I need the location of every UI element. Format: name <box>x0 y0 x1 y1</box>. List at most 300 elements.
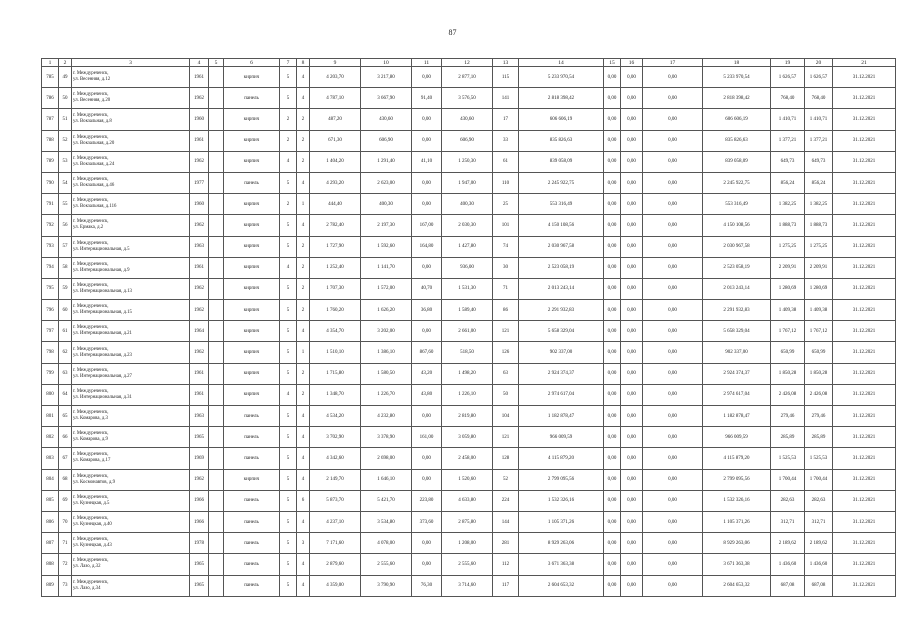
residential-area-cell: 1 947,00 <box>442 172 493 193</box>
column-number-header: 5 <box>209 59 224 67</box>
total-area-cell: 4 293,20 <box>310 172 361 193</box>
column-number-header: 12 <box>442 59 493 67</box>
item-index-cell: 55 <box>59 194 72 215</box>
completion-date-cell: 31.12.2021 <box>833 67 896 88</box>
entrances-cell: 4 <box>297 469 310 490</box>
row-number-cell: 793 <box>42 236 59 257</box>
residential-area-cell: 2 875,80 <box>442 511 493 532</box>
table-row <box>42 384 896 405</box>
entrances-cell: 2 <box>297 363 310 384</box>
total-cost-cell: 2 245 922,75 <box>703 172 771 193</box>
floors-cell: 5 <box>280 236 297 257</box>
value-cell: 0,00 <box>621 151 643 172</box>
completion-date-cell: 31.12.2021 <box>833 321 896 342</box>
table-row <box>42 172 896 193</box>
floors-cell: 2 <box>280 109 297 130</box>
item-index-cell: 72 <box>59 554 72 575</box>
non-residential-area-cell: 91,40 <box>412 88 442 109</box>
total-cost-cell: 1 182 878,47 <box>703 406 771 427</box>
entrances-cell: 2 <box>297 300 310 321</box>
build-year-cell: 1969 <box>190 448 209 469</box>
value-cell: 0,00 <box>643 300 703 321</box>
total-cost-cell: 2 013 243,14 <box>703 278 771 299</box>
value-cell: 0,00 <box>621 88 643 109</box>
item-index-cell: 51 <box>59 109 72 130</box>
total-cost-cell: 2 604 653,32 <box>703 575 771 596</box>
residential-area-cell: 1 250,30 <box>442 151 493 172</box>
empty-cell <box>209 469 224 490</box>
residents-cell: 112 <box>493 554 519 575</box>
total-area-cell: 1 252,40 <box>310 257 361 278</box>
value-cell: 0,00 <box>643 490 703 511</box>
table-row <box>42 490 896 511</box>
value-cell: 0,00 <box>604 67 621 88</box>
empty-cell <box>209 575 224 596</box>
area-cell: 3 534,80 <box>361 511 412 532</box>
wall-material-cell: кирпич <box>224 194 280 215</box>
address-street: ул. Ермака, д.2 <box>73 225 104 231</box>
address-street: ул. Интернациональная, д.21 <box>73 331 132 337</box>
non-residential-area-cell: 0,00 <box>412 67 442 88</box>
completion-date-cell: 31.12.2021 <box>833 406 896 427</box>
address-street: ул. Интернациональная, д.27 <box>73 373 132 379</box>
column-number-header: 9 <box>310 59 361 67</box>
floors-cell: 5 <box>280 575 297 596</box>
row-number-cell: 809 <box>42 575 59 596</box>
item-index-cell: 65 <box>59 406 72 427</box>
address-cell <box>72 300 190 321</box>
address-cell <box>72 109 190 130</box>
row-number-cell: 790 <box>42 172 59 193</box>
address-street: ул. Интернациональная, д.13 <box>73 288 132 294</box>
repair-cost-cell: 839 058,09 <box>519 151 604 172</box>
item-index-cell: 66 <box>59 427 72 448</box>
total-area-cell: 671,30 <box>310 130 361 151</box>
value-cell: 0,00 <box>643 406 703 427</box>
address-city: г. Междуреченск, <box>73 261 109 267</box>
repair-cost-cell: 1 532 326,16 <box>519 490 604 511</box>
floors-cell: 4 <box>280 384 297 405</box>
repair-cost-cell: 606 606,19 <box>519 109 604 130</box>
unit-cost-cell: 1 275,25 <box>771 236 805 257</box>
address-street: ул. Кузнецкая, д.40 <box>73 522 112 528</box>
entrances-cell: 2 <box>297 109 310 130</box>
build-year-cell: 1963 <box>190 236 209 257</box>
value-cell: 0,00 <box>621 194 643 215</box>
value-cell: 0,00 <box>643 109 703 130</box>
floors-cell: 5 <box>280 321 297 342</box>
repair-cost-cell: 2 818 398,42 <box>519 88 604 109</box>
build-year-cell: 1966 <box>190 490 209 511</box>
value-cell: 0,00 <box>604 194 621 215</box>
value-cell: 0,00 <box>621 363 643 384</box>
entrances-cell: 6 <box>297 490 310 511</box>
value-cell: 0,00 <box>621 278 643 299</box>
address-city: г. Междуреченск, <box>73 113 109 119</box>
address-cell <box>72 88 190 109</box>
address-cell <box>72 151 190 172</box>
residents-cell: 61 <box>493 151 519 172</box>
floors-cell: 5 <box>280 342 297 363</box>
column-number-header: 7 <box>280 59 297 67</box>
non-residential-area-cell: 40,70 <box>412 278 442 299</box>
max-unit-cost-cell: 1 700,44 <box>805 469 833 490</box>
entrances-cell: 2 <box>297 236 310 257</box>
column-number-row <box>42 59 896 67</box>
floors-cell: 5 <box>280 67 297 88</box>
total-area-cell: 4 787,10 <box>310 88 361 109</box>
total-cost-cell: 1 105 371,26 <box>703 511 771 532</box>
wall-material-cell: кирпич <box>224 151 280 172</box>
item-index-cell: 68 <box>59 469 72 490</box>
repair-cost-cell: 835 826,63 <box>519 130 604 151</box>
value-cell: 0,00 <box>621 321 643 342</box>
floors-cell: 5 <box>280 300 297 321</box>
table-row <box>42 236 896 257</box>
area-cell: 1 291,40 <box>361 151 412 172</box>
table-row <box>42 257 896 278</box>
table-row <box>42 194 896 215</box>
unit-cost-cell: 1 409,38 <box>771 300 805 321</box>
item-index-cell: 70 <box>59 511 72 532</box>
build-year-cell: 1978 <box>190 533 209 554</box>
wall-material-cell: панель <box>224 448 280 469</box>
row-number-cell: 786 <box>42 88 59 109</box>
value-cell: 0,00 <box>643 575 703 596</box>
residential-area-cell: 1 520,60 <box>442 469 493 490</box>
completion-date-cell: 31.12.2021 <box>833 278 896 299</box>
repair-cost-cell: 8 929 263,06 <box>519 533 604 554</box>
floors-cell: 5 <box>280 490 297 511</box>
value-cell: 0,00 <box>604 575 621 596</box>
non-residential-area-cell: 167,00 <box>412 215 442 236</box>
total-cost-cell: 4 115 879,20 <box>703 448 771 469</box>
completion-date-cell: 31.12.2021 <box>833 448 896 469</box>
floors-cell: 4 <box>280 257 297 278</box>
item-index-cell: 57 <box>59 236 72 257</box>
unit-cost-cell: 2 209,91 <box>771 257 805 278</box>
value-cell: 0,00 <box>604 511 621 532</box>
non-residential-area-cell: 0,00 <box>412 257 442 278</box>
unit-cost-cell: 1 626,57 <box>771 67 805 88</box>
area-cell: 3 378,90 <box>361 427 412 448</box>
total-area-cell: 7 171,60 <box>310 533 361 554</box>
address-cell <box>72 384 190 405</box>
address-street: ул. Комарова, д.17 <box>73 458 111 464</box>
non-residential-area-cell: 0,00 <box>412 469 442 490</box>
entrances-cell: 4 <box>297 321 310 342</box>
empty-cell <box>209 194 224 215</box>
unit-cost-cell: 1 410,71 <box>771 109 805 130</box>
row-number-cell: 794 <box>42 257 59 278</box>
completion-date-cell: 31.12.2021 <box>833 384 896 405</box>
item-index-cell: 50 <box>59 88 72 109</box>
item-index-cell: 54 <box>59 172 72 193</box>
value-cell: 0,00 <box>621 342 643 363</box>
residents-cell: 33 <box>493 130 519 151</box>
table-row <box>42 406 896 427</box>
wall-material-cell: панель <box>224 554 280 575</box>
value-cell: 0,00 <box>643 67 703 88</box>
row-number-cell: 791 <box>42 194 59 215</box>
item-index-cell: 59 <box>59 278 72 299</box>
value-cell: 0,00 <box>604 554 621 575</box>
total-area-cell: 4 203,70 <box>310 67 361 88</box>
unit-cost-cell: 1 436,60 <box>771 554 805 575</box>
area-cell: 1 141,70 <box>361 257 412 278</box>
residential-area-cell: 606,90 <box>442 130 493 151</box>
page-number: 87 <box>448 28 457 37</box>
address-cell <box>72 469 190 490</box>
total-cost-cell: 1 532 326,16 <box>703 490 771 511</box>
address-cell <box>72 511 190 532</box>
value-cell: 0,00 <box>621 533 643 554</box>
address-cell <box>72 67 190 88</box>
build-year-cell: 1966 <box>190 511 209 532</box>
table-body <box>42 67 896 597</box>
unit-cost-cell: 856,24 <box>771 172 805 193</box>
max-unit-cost-cell: 285,89 <box>805 427 833 448</box>
value-cell: 0,00 <box>621 109 643 130</box>
build-year-cell: 1961 <box>190 257 209 278</box>
total-area-cell: 1 727,90 <box>310 236 361 257</box>
address-city: г. Междуреченск, <box>73 579 109 585</box>
residents-cell: 104 <box>493 406 519 427</box>
residents-cell: 50 <box>493 384 519 405</box>
residential-area-cell: 4 633,80 <box>442 490 493 511</box>
address-cell <box>72 490 190 511</box>
area-cell: 430,60 <box>361 109 412 130</box>
residential-area-cell: 400,30 <box>442 194 493 215</box>
repair-cost-cell: 902 337,00 <box>519 342 604 363</box>
address-city: г. Междуреченск, <box>73 431 109 437</box>
total-area-cell: 3 702,90 <box>310 427 361 448</box>
area-cell: 400,30 <box>361 194 412 215</box>
wall-material-cell: кирпич <box>224 342 280 363</box>
completion-date-cell: 31.12.2021 <box>833 427 896 448</box>
entrances-cell: 2 <box>297 151 310 172</box>
table-row <box>42 469 896 490</box>
value-cell: 0,00 <box>643 321 703 342</box>
build-year-cell: 1964 <box>190 321 209 342</box>
non-residential-area-cell: 41,10 <box>412 151 442 172</box>
residents-cell: 128 <box>493 448 519 469</box>
value-cell: 0,00 <box>621 130 643 151</box>
column-number-header: 19 <box>771 59 805 67</box>
completion-date-cell: 31.12.2021 <box>833 342 896 363</box>
residential-area-cell: 1 208,00 <box>442 533 493 554</box>
value-cell: 0,00 <box>604 236 621 257</box>
address-street: ул. Комарова, д.3 <box>73 416 108 422</box>
table-row <box>42 554 896 575</box>
address-street: ул. Комарова, д.9 <box>73 437 108 443</box>
address-cell <box>72 448 190 469</box>
residents-cell: 121 <box>493 321 519 342</box>
floors-cell: 2 <box>280 194 297 215</box>
entrances-cell: 4 <box>297 511 310 532</box>
value-cell: 0,00 <box>643 533 703 554</box>
address-cell <box>72 194 190 215</box>
item-index-cell: 61 <box>59 321 72 342</box>
value-cell: 0,00 <box>621 257 643 278</box>
empty-cell <box>209 533 224 554</box>
residents-cell: 74 <box>493 236 519 257</box>
address-city: г. Междуреченск, <box>73 346 109 352</box>
area-cell: 3 790,90 <box>361 575 412 596</box>
column-number-header: 21 <box>833 59 896 67</box>
row-number-cell: 805 <box>42 490 59 511</box>
entrances-cell: 2 <box>297 384 310 405</box>
total-area-cell: 487,20 <box>310 109 361 130</box>
wall-material-cell: кирпич <box>224 469 280 490</box>
area-cell: 3 667,90 <box>361 88 412 109</box>
empty-cell <box>209 321 224 342</box>
entrances-cell: 4 <box>297 448 310 469</box>
repair-cost-cell: 3 671 363,38 <box>519 554 604 575</box>
address-street: ул. Вокзальная, д.20 <box>73 140 115 146</box>
total-area-cell: 4 342,60 <box>310 448 361 469</box>
floors-cell: 5 <box>280 533 297 554</box>
entrances-cell: 4 <box>297 406 310 427</box>
residential-area-cell: 1 498,20 <box>442 363 493 384</box>
repair-cost-cell: 2 013 243,14 <box>519 278 604 299</box>
area-cell: 1 580,50 <box>361 363 412 384</box>
total-area-cell: 444,40 <box>310 194 361 215</box>
unit-cost-cell: 1 888,73 <box>771 215 805 236</box>
total-cost-cell: 835 826,63 <box>703 130 771 151</box>
non-residential-area-cell: 0,00 <box>412 448 442 469</box>
empty-cell <box>209 172 224 193</box>
total-area-cell: 1 348,70 <box>310 384 361 405</box>
residential-area-cell: 2 030,30 <box>442 215 493 236</box>
max-unit-cost-cell: 2 209,91 <box>805 257 833 278</box>
entrances-cell: 4 <box>297 67 310 88</box>
total-area-cell: 4 534,20 <box>310 406 361 427</box>
max-unit-cost-cell: 1 409,38 <box>805 300 833 321</box>
row-number-cell: 803 <box>42 448 59 469</box>
completion-date-cell: 31.12.2021 <box>833 257 896 278</box>
wall-material-cell: кирпич <box>224 109 280 130</box>
table-row <box>42 533 896 554</box>
value-cell: 0,00 <box>643 172 703 193</box>
wall-material-cell: кирпич <box>224 300 280 321</box>
floors-cell: 2 <box>280 130 297 151</box>
completion-date-cell: 31.12.2021 <box>833 469 896 490</box>
residents-cell: 126 <box>493 342 519 363</box>
address-city: г. Междуреченск, <box>73 304 109 310</box>
address-street: ул. Весенняя, д.12 <box>73 77 111 83</box>
empty-cell <box>209 88 224 109</box>
residential-area-cell: 1 589,40 <box>442 300 493 321</box>
value-cell: 0,00 <box>621 469 643 490</box>
wall-material-cell: панель <box>224 172 280 193</box>
completion-date-cell: 31.12.2021 <box>833 130 896 151</box>
value-cell: 0,00 <box>621 554 643 575</box>
repair-cost-cell: 553 316,49 <box>519 194 604 215</box>
value-cell: 0,00 <box>643 554 703 575</box>
area-cell: 5 421,70 <box>361 490 412 511</box>
column-number-header: 11 <box>412 59 442 67</box>
value-cell: 0,00 <box>643 236 703 257</box>
entrances-cell: 4 <box>297 88 310 109</box>
residents-cell: 281 <box>493 533 519 554</box>
value-cell: 0,00 <box>621 575 643 596</box>
residential-area-cell: 1 427,80 <box>442 236 493 257</box>
address-city: г. Междуреченск, <box>73 388 109 394</box>
address-street: ул. Лазо, д.32 <box>73 564 101 570</box>
total-area-cell: 5 873,70 <box>310 490 361 511</box>
row-number-cell: 799 <box>42 363 59 384</box>
unit-cost-cell: 1 700,44 <box>771 469 805 490</box>
item-index-cell: 64 <box>59 384 72 405</box>
residential-area-cell: 936,00 <box>442 257 493 278</box>
value-cell: 0,00 <box>621 511 643 532</box>
entrances-cell: 2 <box>297 257 310 278</box>
area-cell: 1 646,10 <box>361 469 412 490</box>
non-residential-area-cell: 0,00 <box>412 406 442 427</box>
table-row <box>42 427 896 448</box>
residential-area-cell: 2 661,00 <box>442 321 493 342</box>
non-residential-area-cell: 0,00 <box>412 172 442 193</box>
column-number-header: 13 <box>493 59 519 67</box>
repair-cost-cell: 2 245 922,75 <box>519 172 604 193</box>
residential-area-cell: 518,50 <box>442 342 493 363</box>
total-area-cell: 1 510,10 <box>310 342 361 363</box>
value-cell: 0,00 <box>621 67 643 88</box>
residential-area-cell: 1 531,30 <box>442 278 493 299</box>
table-row <box>42 448 896 469</box>
floors-cell: 5 <box>280 406 297 427</box>
total-cost-cell: 2 523 058,19 <box>703 257 771 278</box>
entrances-cell: 4 <box>297 575 310 596</box>
address-city: г. Междуреченск, <box>73 282 109 288</box>
row-number-cell: 789 <box>42 151 59 172</box>
row-number-cell: 806 <box>42 511 59 532</box>
table-row <box>42 215 896 236</box>
entrances-cell: 4 <box>297 554 310 575</box>
total-area-cell: 1 760,20 <box>310 300 361 321</box>
value-cell: 0,00 <box>621 300 643 321</box>
residential-area-cell: 3 059,80 <box>442 427 493 448</box>
residential-area-cell: 1 226,10 <box>442 384 493 405</box>
repair-cost-cell: 2 924 374,37 <box>519 363 604 384</box>
table-row <box>42 511 896 532</box>
build-year-cell: 1962 <box>190 342 209 363</box>
row-number-cell: 797 <box>42 321 59 342</box>
row-number-cell: 796 <box>42 300 59 321</box>
address-city: г. Междуреченск, <box>73 473 109 479</box>
value-cell: 0,00 <box>621 215 643 236</box>
empty-cell <box>209 427 224 448</box>
repair-cost-cell: 5 233 970,54 <box>519 67 604 88</box>
area-cell: 3 217,80 <box>361 67 412 88</box>
completion-date-cell: 31.12.2021 <box>833 533 896 554</box>
column-number-header: 18 <box>703 59 771 67</box>
area-cell: 606,90 <box>361 130 412 151</box>
item-index-cell: 60 <box>59 300 72 321</box>
wall-material-cell: панель <box>224 575 280 596</box>
residents-cell: 71 <box>493 278 519 299</box>
residents-cell: 117 <box>493 575 519 596</box>
max-unit-cost-cell: 282,63 <box>805 490 833 511</box>
repair-cost-cell: 4 115 879,20 <box>519 448 604 469</box>
area-cell: 1 626,20 <box>361 300 412 321</box>
completion-date-cell: 31.12.2021 <box>833 236 896 257</box>
address-city: г. Междуреченск, <box>73 367 109 373</box>
area-cell: 1 226,70 <box>361 384 412 405</box>
floors-cell: 5 <box>280 278 297 299</box>
total-cost-cell: 2 799 095,56 <box>703 469 771 490</box>
